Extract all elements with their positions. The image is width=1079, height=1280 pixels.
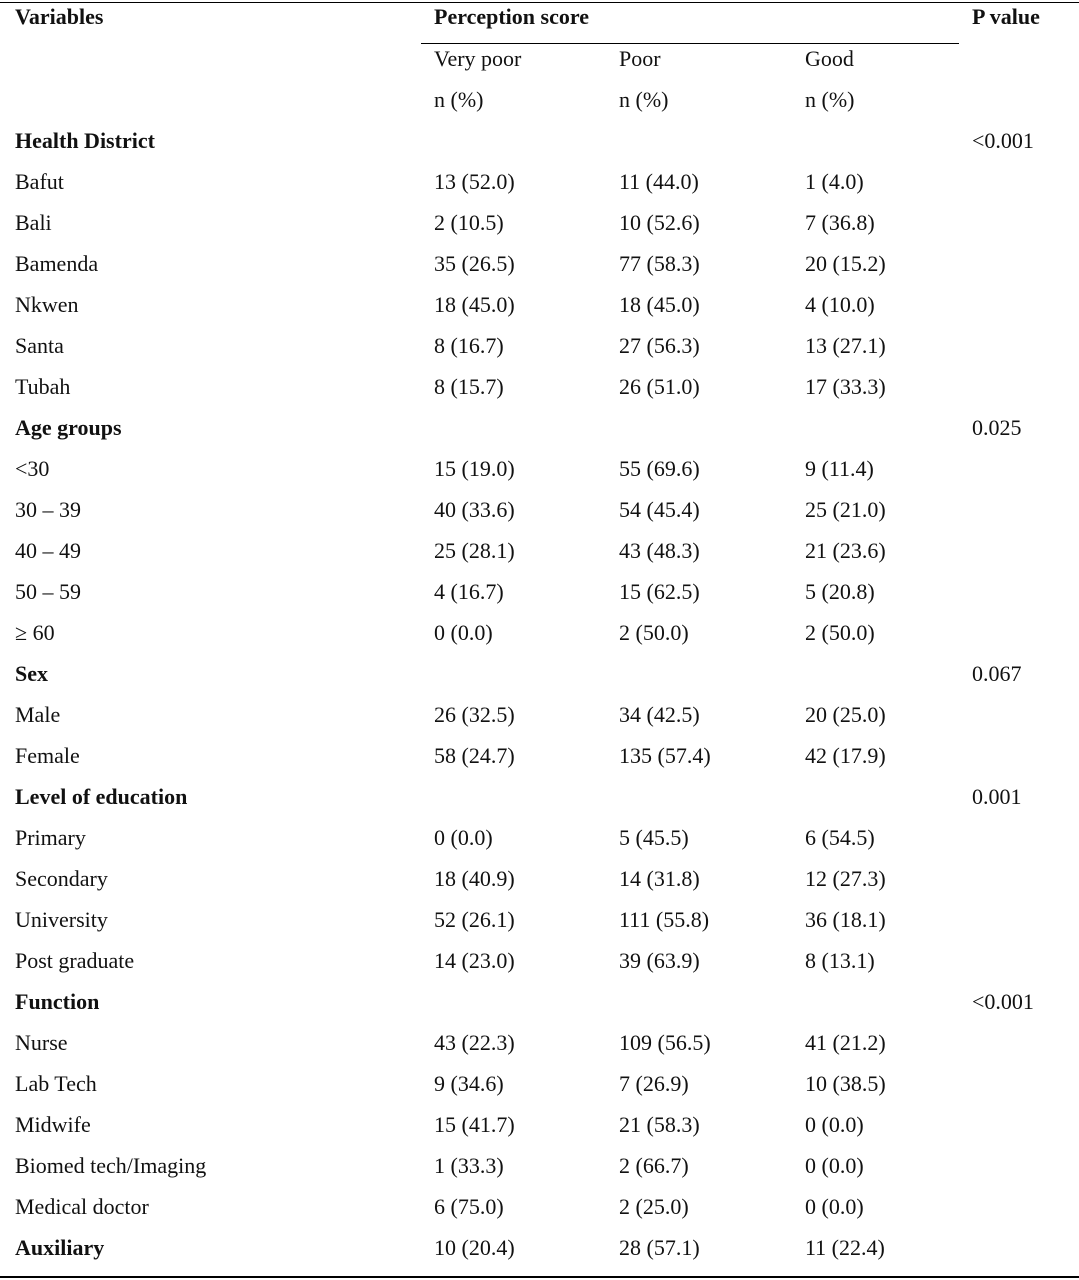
cell-very-poor: 18 (45.0) [434,292,515,317]
cell-poor: 43 (48.3) [619,538,700,563]
cell-good: 12 (27.3) [805,866,886,891]
p-value-cell: <0.001 [972,989,1034,1014]
cell-very-poor: 14 (23.0) [434,948,515,973]
header-good: Good [805,46,854,71]
row-label: University [15,907,108,932]
cell-very-poor: 35 (26.5) [434,251,515,276]
row-label: 30 – 39 [15,497,81,522]
cell-very-poor: 8 (15.7) [434,374,504,399]
cell-good: 20 (15.2) [805,251,886,276]
cell-good: 11 (22.4) [805,1235,885,1260]
cell-good: 0 (0.0) [805,1194,864,1219]
cell-very-poor: 2 (10.5) [434,210,504,235]
header-poor: Poor [619,46,661,71]
p-value-cell: 0.067 [972,661,1022,686]
cell-very-poor: 52 (26.1) [434,907,515,932]
table-row [0,823,1079,864]
cell-good: 5 (20.8) [805,579,875,604]
cell-poor: 39 (63.9) [619,948,700,973]
row-label: Lab Tech [15,1071,97,1096]
table-row [0,208,1079,249]
cell-very-poor: 25 (28.1) [434,538,515,563]
cell-poor: 34 (42.5) [619,702,700,727]
cell-good: 17 (33.3) [805,374,886,399]
table-row [0,290,1079,331]
row-label: Female [15,743,80,768]
cell-good: 36 (18.1) [805,907,886,932]
cell-poor: 135 (57.4) [619,743,711,768]
header-p-value: P value [972,4,1040,29]
cell-very-poor: 18 (40.9) [434,866,515,891]
header-very-poor: Very poor [434,46,522,71]
row-label: ≥ 60 [15,620,55,645]
header-variables: Variables [15,4,104,29]
cell-very-poor: 43 (22.3) [434,1030,515,1055]
table-row [0,577,1079,618]
p-value-cell: <0.001 [972,128,1034,153]
table-row [0,1192,1079,1233]
cell-poor: 2 (66.7) [619,1153,689,1178]
cell-poor: 11 (44.0) [619,169,699,194]
cell-very-poor: 1 (33.3) [434,1153,504,1178]
cell-very-poor: 9 (34.6) [434,1071,504,1096]
row-label: Bali [15,210,52,235]
cell-good: 0 (0.0) [805,1153,864,1178]
cell-good: 13 (27.1) [805,333,886,358]
row-label: Biomed tech/Imaging [15,1153,207,1178]
row-label: 40 – 49 [15,538,81,563]
cell-poor: 111 (55.8) [619,907,710,932]
table-row [0,1151,1079,1192]
row-label: Bamenda [15,251,99,276]
section-label: Age groups [15,415,122,440]
section-label: Health District [15,128,155,153]
row-label: Santa [15,333,64,358]
cell-very-poor: 4 (16.7) [434,579,504,604]
table-row [0,864,1079,905]
cell-poor: 21 (58.3) [619,1112,700,1137]
table-row [0,905,1079,946]
cell-good: 4 (10.0) [805,292,875,317]
section-label: Sex [15,661,48,686]
cell-poor: 18 (45.0) [619,292,700,317]
cell-good: 25 (21.0) [805,497,886,522]
cell-poor: 109 (56.5) [619,1030,711,1055]
table-row [0,1028,1079,1069]
cell-good: 2 (50.0) [805,620,875,645]
cell-poor: 10 (52.6) [619,210,700,235]
row-label: Nurse [15,1030,68,1055]
cell-very-poor: 8 (16.7) [434,333,504,358]
row-label: 50 – 59 [15,579,81,604]
cell-poor: 14 (31.8) [619,866,700,891]
p-value-cell: 0.025 [972,415,1022,440]
row-label: Post graduate [15,948,135,973]
row-label: Bafut [15,169,64,194]
cell-good: 10 (38.5) [805,1071,886,1096]
cell-poor: 5 (45.5) [619,825,689,850]
cell-good: 0 (0.0) [805,1112,864,1137]
row-label: Primary [15,825,86,850]
table-row [0,700,1079,741]
table-row [0,946,1079,987]
table-row [0,618,1079,659]
row-label: Medical doctor [15,1194,149,1219]
cell-good: 7 (36.8) [805,210,875,235]
cell-good: 8 (13.1) [805,948,875,973]
cell-poor: 26 (51.0) [619,374,700,399]
cell-very-poor: 10 (20.4) [434,1235,515,1260]
cell-good: 42 (17.9) [805,743,886,768]
cell-very-poor: 26 (32.5) [434,702,515,727]
header-unit-very-poor: n (%) [434,87,484,112]
cell-good: 41 (21.2) [805,1030,886,1055]
cell-poor: 77 (58.3) [619,251,700,276]
section-row [0,413,1079,454]
section-row [0,126,1079,167]
row-label: Tubah [15,374,71,399]
row-label: <30 [15,456,50,481]
cell-poor: 55 (69.6) [619,456,700,481]
cell-very-poor: 15 (41.7) [434,1112,515,1137]
cell-good: 21 (23.6) [805,538,886,563]
table-row [0,1110,1079,1151]
table-row [0,1069,1079,1110]
section-row [0,659,1079,700]
cell-very-poor: 40 (33.6) [434,497,515,522]
row-label: Secondary [15,866,108,891]
table-row [0,331,1079,372]
cell-good: 1 (4.0) [805,169,864,194]
header-unit-poor: n (%) [619,87,669,112]
cell-poor: 2 (25.0) [619,1194,689,1219]
cell-good: 20 (25.0) [805,702,886,727]
p-value-cell: 0.001 [972,784,1022,809]
cell-very-poor: 6 (75.0) [434,1194,504,1219]
header-unit-good: n (%) [805,87,855,112]
row-label: Nkwen [15,292,79,317]
bottom-rule [0,1276,1079,1278]
cell-very-poor: 0 (0.0) [434,825,493,850]
row-label: Male [15,702,61,727]
table-row [0,1233,1079,1274]
section-label: Level of education [15,784,188,809]
table-row [0,454,1079,495]
cell-good: 9 (11.4) [805,456,874,481]
cell-very-poor: 0 (0.0) [434,620,493,645]
table-row [0,167,1079,208]
table-row [0,741,1079,782]
cell-poor: 27 (56.3) [619,333,700,358]
cell-poor: 28 (57.1) [619,1235,700,1260]
cell-poor: 15 (62.5) [619,579,700,604]
table-row [0,495,1079,536]
cell-poor: 54 (45.4) [619,497,700,522]
table-row [0,372,1079,413]
cell-poor: 2 (50.0) [619,620,689,645]
cell-good: 6 (54.5) [805,825,875,850]
row-label: Midwife [15,1112,91,1137]
cell-poor: 7 (26.9) [619,1071,689,1096]
section-row [0,782,1079,823]
section-label: Function [15,989,100,1014]
header-perception-score: Perception score [434,4,589,29]
cell-very-poor: 15 (19.0) [434,456,515,481]
cell-very-poor: 13 (52.0) [434,169,515,194]
cell-very-poor: 58 (24.7) [434,743,515,768]
section-row [0,987,1079,1028]
table-row [0,536,1079,577]
row-label: Auxiliary [15,1235,105,1260]
table-row [0,249,1079,290]
